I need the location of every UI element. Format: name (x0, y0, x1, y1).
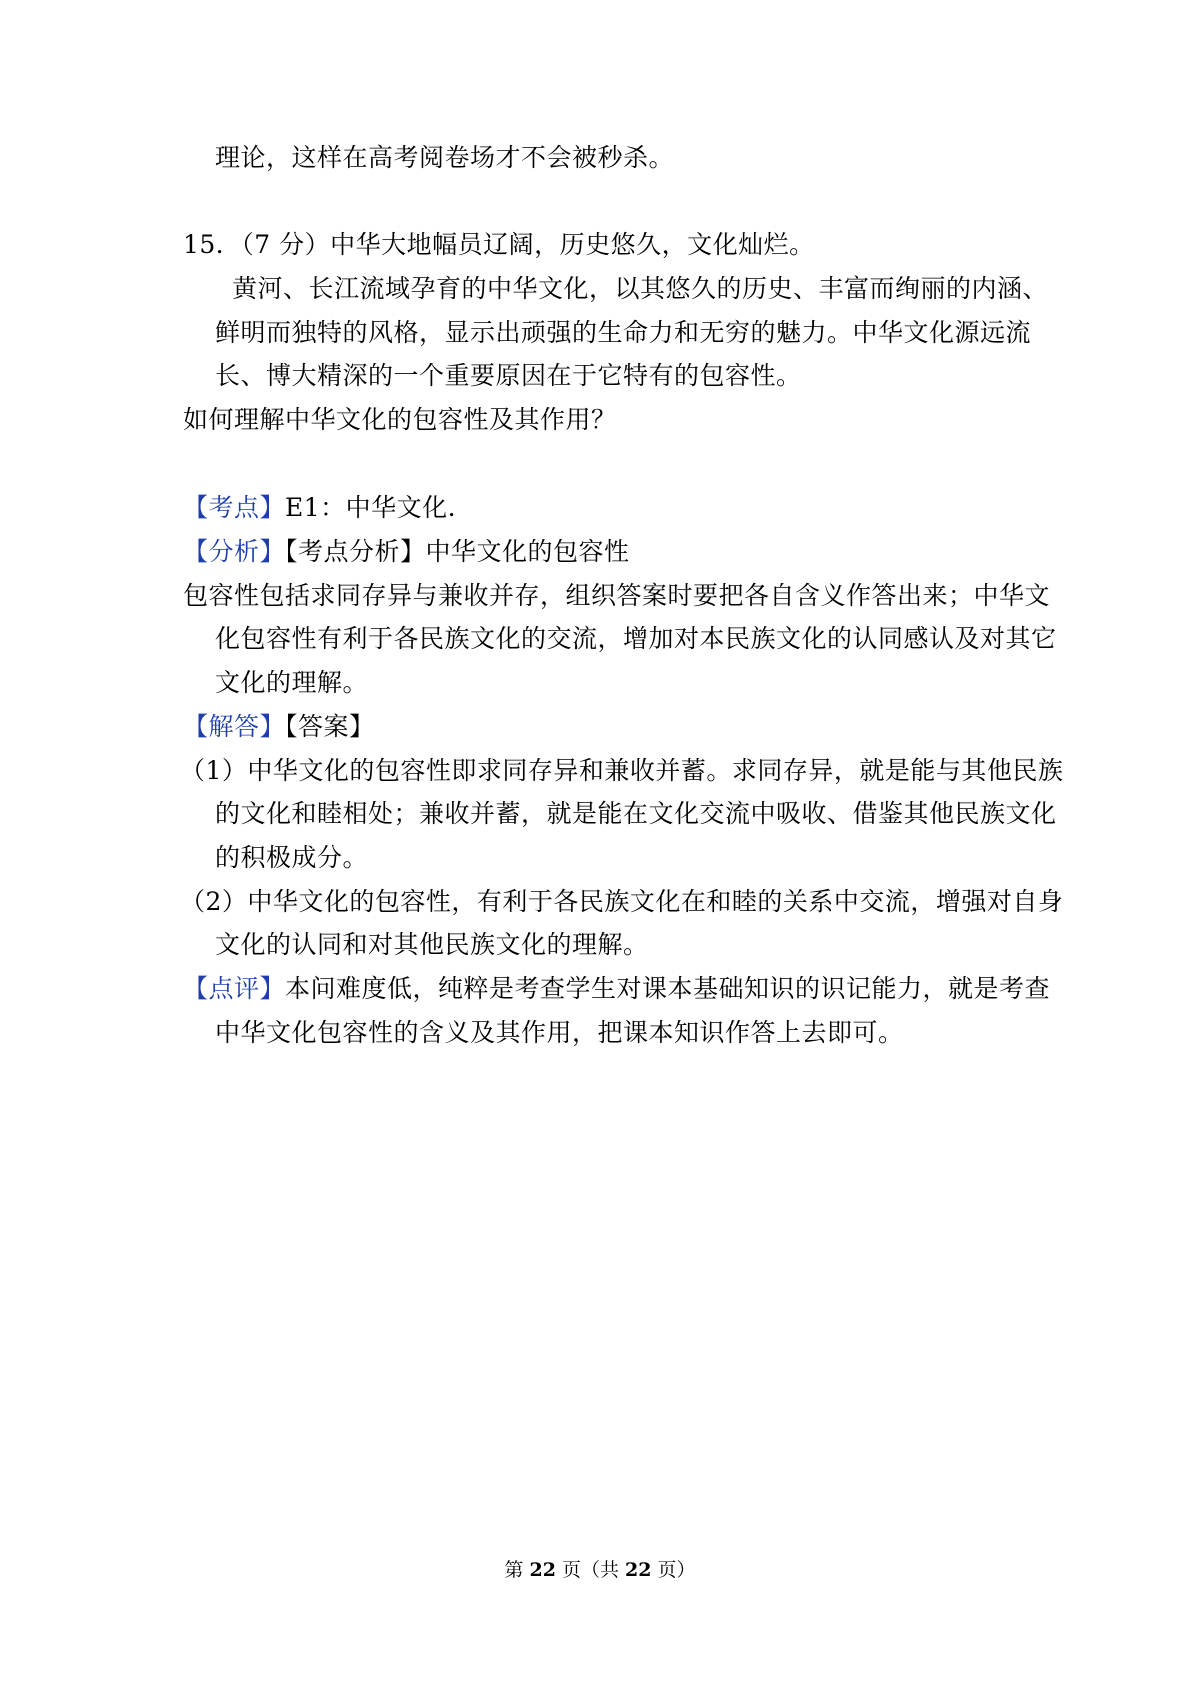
answer-2-line-2: 文化的认同和对其他民族文化的理解。 (215, 930, 649, 959)
passage-line-1: 黄河、长江流域孕育的中华文化，以其悠久的历史、丰富而绚丽的内涵、 (232, 274, 1049, 303)
footer-suffix: 页） (657, 1559, 696, 1581)
answer-1-line-3: 的积极成分。 (215, 843, 369, 872)
jieda-line (183, 710, 375, 744)
answer-2-line-1: （2）中华文化的包容性，有利于各民族文化在和睦的关系中交流，增强对自身 (180, 887, 1064, 916)
fenxi-line (183, 535, 630, 569)
passage-line-2: 鲜明而独特的风格，显示出顽强的生命力和无穷的魅力。中华文化源远流 (215, 318, 1032, 347)
previous-answer-tail: 理论，这样在高考阅卷场才不会被秒杀。 (215, 143, 675, 172)
answer-1-line-1: （1）中华文化的包容性即求同存异和兼收并蓄。求同存异，就是能与其他民族 (180, 756, 1064, 785)
dianping-text-1: 本问难度低，纯粹是考查学生对课本基础知识的识记能力，就是考查 (285, 974, 1051, 1003)
fenxi-text: 【考点分析】中华文化的包容性 (285, 537, 630, 566)
fenxi-body-line-1: 包容性包括求同存异与兼收并存，组织答案时要把各自含义作答出来；中华文 (183, 581, 1051, 610)
footer-page-number: 22 (529, 1559, 556, 1581)
kaodian-tag: 【考点】 (183, 493, 286, 522)
fenxi-body-line-2: 化包容性有利于各民族文化的交流，增加对本民族文化的认同感认及对其它 (215, 624, 1057, 653)
page-footer (0, 1558, 1200, 1582)
footer-mid: 页（共 (561, 1559, 619, 1581)
fenxi-tag: 【分析】 (183, 537, 286, 566)
answer-1-line-2: 的文化和睦相处；兼收并蓄，就是能在文化交流中吸收、借鉴其他民族文化 (215, 799, 1057, 828)
fenxi-body-line-3: 文化的理解。 (215, 668, 369, 697)
dianping-line (183, 972, 1050, 1006)
kaodian-line (183, 491, 456, 525)
footer-total-pages: 22 (625, 1559, 652, 1581)
jieda-text: 【答案】 (285, 712, 375, 741)
footer-prefix: 第 (504, 1559, 524, 1581)
jieda-tag: 【解答】 (183, 712, 286, 741)
dianping-tag: 【点评】 (183, 974, 286, 1003)
question-header: 15．（7 分）中华大地幅员辽阔，历史悠久，文化灿烂。 (183, 230, 815, 259)
kaodian-text: E1：中华文化. (285, 493, 457, 522)
dianping-text-2: 中华文化包容性的含义及其作用，把课本知识作答上去即可。 (215, 1018, 904, 1047)
passage-line-3: 长、博大精深的一个重要原因在于它特有的包容性。 (215, 361, 802, 390)
question-ask: 如何理解中华文化的包容性及其作用？ (183, 405, 617, 434)
